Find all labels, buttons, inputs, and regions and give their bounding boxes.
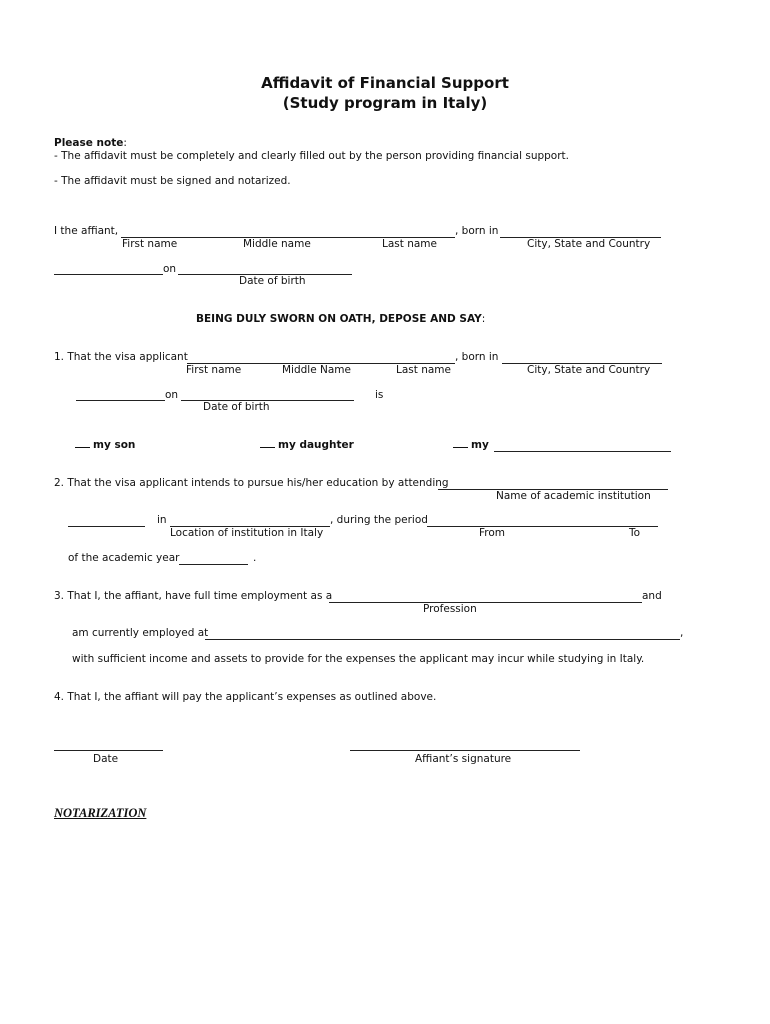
affiant-born-in: , born in	[455, 225, 499, 237]
note-heading-colon: :	[123, 137, 127, 149]
period-to-label: To	[629, 527, 641, 539]
oath-colon: :	[481, 313, 486, 325]
my-son-checkline[interactable]	[75, 447, 90, 448]
affiant-prefix: I the affiant,	[54, 225, 119, 237]
academic-year-period: .	[253, 552, 257, 564]
affiant-signature-field[interactable]	[350, 750, 580, 751]
note-heading	[54, 138, 127, 149]
applicant-dob-label: Date of birth	[203, 401, 270, 413]
item2-prefix: 2. That the visa applicant intends to pursue his/her education by attending	[54, 477, 449, 489]
my-other-label: my	[471, 439, 489, 451]
my-son-label: my son	[93, 439, 136, 451]
notarization-heading: NOTARIZATION	[54, 806, 147, 820]
affiant-first-name-label: First name	[122, 238, 178, 250]
affiant-on: on	[163, 263, 177, 275]
affiant-field-blank[interactable]	[54, 274, 163, 275]
item1-prefix: 1. That the visa applicant	[54, 351, 188, 363]
my-daughter-option[interactable]	[260, 440, 354, 451]
item1-is: is	[375, 389, 384, 401]
institution-location-label: Location of institution in Italy	[170, 527, 324, 539]
note-heading-text: Please note	[54, 137, 124, 149]
affiant-city-label: City, State and Country	[527, 238, 651, 250]
note-item-2: - The affidavit must be signed and notarized.	[54, 175, 291, 187]
item2-blank-field[interactable]	[68, 526, 145, 527]
date-signature-field[interactable]	[54, 750, 163, 751]
item1-on: on	[165, 389, 179, 401]
item1-born-in: , born in	[455, 351, 499, 363]
applicant-field-blank[interactable]	[76, 400, 165, 401]
my-other-option[interactable]	[453, 440, 489, 451]
my-daughter-checkline[interactable]	[260, 447, 275, 448]
applicant-last-name-label: Last name	[396, 364, 451, 376]
item3-prefix: 3. That I, the affiant, have full time employment as a	[54, 590, 333, 602]
applicant-first-name-label: First name	[186, 364, 242, 376]
profession-label: Profession	[423, 603, 477, 615]
employed-at-label: am currently employed at	[72, 627, 209, 639]
academic-year-label: of the academic year	[68, 552, 180, 564]
affiant-last-name-label: Last name	[382, 238, 437, 250]
period-field[interactable]	[427, 526, 658, 527]
applicant-city-label: City, State and Country	[527, 364, 651, 376]
employer-comma: ,	[680, 627, 684, 639]
profession-field[interactable]	[329, 602, 642, 603]
note-item-1: - The affidavit must be completely and clearly filled out by the person providing financial support.	[54, 150, 570, 162]
affiant-signature-label: Affiant’s signature	[415, 753, 512, 765]
academic-year-field[interactable]	[179, 564, 248, 565]
document-title: Affidavit of Financial Support	[261, 74, 509, 92]
item2-during-period: , during the period	[330, 514, 428, 526]
my-other-relation-field[interactable]	[494, 451, 671, 452]
affiant-dob-label: Date of birth	[239, 275, 306, 287]
sufficient-income-text: with sufficient income and assets to provide for the expenses the applicant may incur while studying in Italy.	[72, 653, 645, 665]
date-label: Date	[93, 753, 119, 765]
item3-and: and	[642, 590, 662, 602]
affiant-middle-name-label: Middle name	[243, 238, 311, 250]
oath-statement	[196, 314, 485, 325]
item2-in: in	[157, 514, 167, 526]
period-from-label: From	[479, 527, 506, 539]
my-daughter-label: my daughter	[278, 439, 354, 451]
oath-text: BEING DULY SWORN ON OATH, DEPOSE AND SAY	[196, 313, 482, 325]
applicant-middle-name-label: Middle Name	[282, 364, 351, 376]
institution-name-label: Name of academic institution	[496, 490, 651, 502]
document-subtitle: (Study program in Italy)	[282, 94, 488, 112]
employer-field[interactable]	[205, 639, 680, 640]
my-other-checkline[interactable]	[453, 447, 468, 448]
my-son-option[interactable]	[75, 440, 135, 451]
item4-text: 4. That I, the affiant will pay the applicant’s expenses as outlined above.	[54, 691, 437, 703]
